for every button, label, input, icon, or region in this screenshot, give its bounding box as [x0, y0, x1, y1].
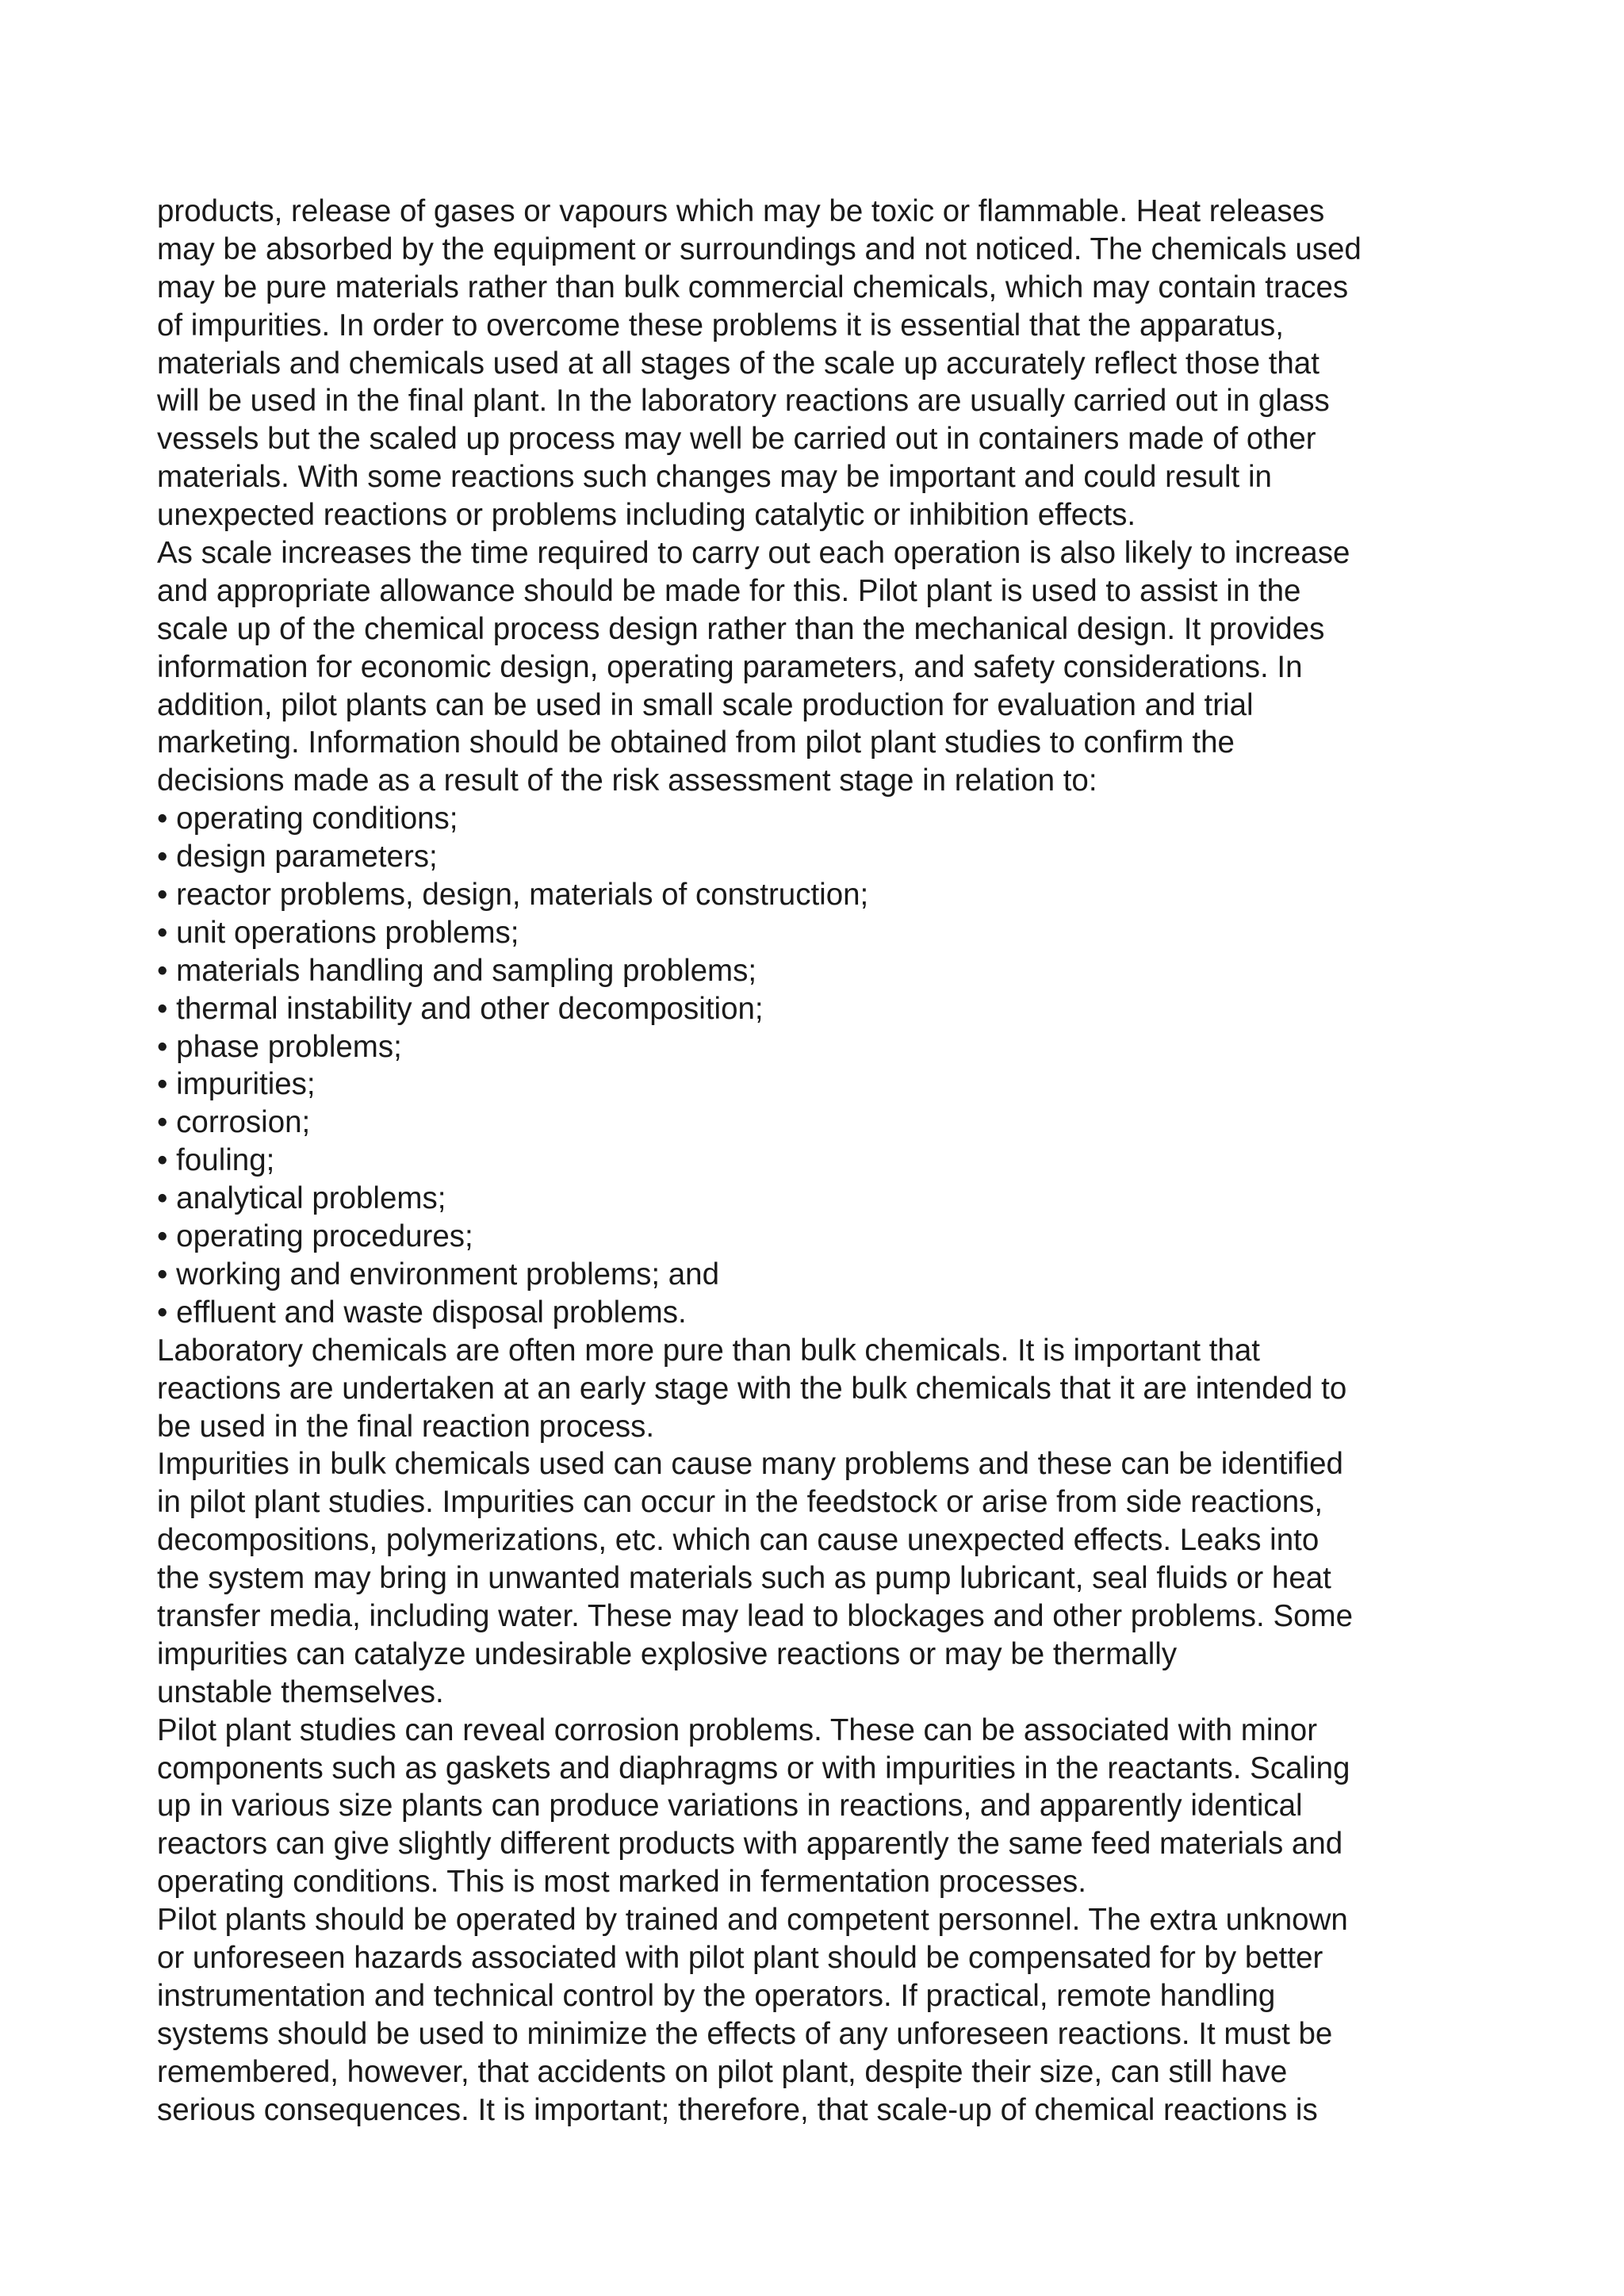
text-line: may be pure materials rather than bulk commercial chemicals, which may contain traces: [157, 270, 1349, 304]
text-line: Pilot plant studies can reveal corrosion problems. These can be associated with minor: [157, 1712, 1318, 1747]
text-line: up in various size plants can produce variations in reactions, and apparently identical: [157, 1789, 1303, 1823]
text-line: decompositions, polymerizations, etc. which can cause unexpected effects. Leaks into: [157, 1523, 1320, 1558]
text-line: of impurities. In order to overcome these problems it is essential that the apparatus,: [157, 308, 1284, 342]
text-line: • effluent and waste disposal problems.: [157, 1295, 687, 1330]
text-line: operating conditions. This is most marked in fermentation processes.: [157, 1865, 1086, 1900]
text-line: addition, pilot plants can be used in small scale production for evaluation and trial: [157, 687, 1254, 722]
text-line: • operating conditions;: [157, 802, 458, 836]
text-line: • analytical problems;: [157, 1181, 446, 1216]
text-line: • thermal instability and other decomposition;: [157, 991, 764, 1026]
text-line: transfer media, including water. These may lead to blockages and other problems. Some: [157, 1598, 1354, 1633]
text-line: information for economic design, operating parameters, and safety considerations. In: [157, 649, 1303, 684]
text-line: • impurities;: [157, 1067, 316, 1102]
text-line: serious consequences. It is important; therefore, that scale-up of chemical reactions is: [157, 2092, 1318, 2127]
text-line: instrumentation and technical control by the operators. If practical, remote handling: [157, 1978, 1276, 2013]
text-line: • reactor problems, design, materials of construction;: [157, 878, 869, 913]
text-line: and appropriate allowance should be made for this. Pilot plant is used to assist in the: [157, 573, 1301, 608]
document-body: [157, 193, 1473, 2129]
text-line: in pilot plant studies. Impurities can occur in the feedstock or arise from side reactions,: [157, 1485, 1323, 1520]
text-line: decisions made as a result of the risk assessment stage in relation to:: [157, 763, 1097, 798]
text-line: unexpected reactions or problems including catalytic or inhibition effects.: [157, 498, 1136, 533]
text-line: • design parameters;: [157, 840, 438, 874]
text-line: unstable themselves.: [157, 1674, 444, 1709]
text-line: marketing. Information should be obtained from pilot plant studies to confirm the: [157, 725, 1235, 760]
text-line: • unit operations problems;: [157, 915, 519, 950]
text-line: products, release of gases or vapours which may be toxic or flammable. Heat releases: [157, 194, 1325, 228]
text-line: • materials handling and sampling problems;: [157, 953, 757, 988]
text-line: materials and chemicals used at all stages of the scale up accurately reflect those that: [157, 346, 1320, 381]
text-line: materials. With some reactions such changes may be important and could result in: [157, 460, 1272, 495]
text-line: the system may bring in unwanted materials such as pump lubricant, seal fluids or heat: [157, 1561, 1331, 1596]
text-line: • phase problems;: [157, 1029, 402, 1064]
text-line: Impurities in bulk chemicals used can cause many problems and these can be identified: [157, 1447, 1343, 1482]
text-line: systems should be used to minimize the effects of any unforeseen reactions. It must be: [157, 2016, 1333, 2051]
text-line: Pilot plants should be operated by trained and competent personnel. The extra unknown: [157, 1903, 1348, 1938]
text-line: • working and environment problems; and: [157, 1257, 719, 1292]
text-line: will be used in the final plant. In the laboratory reactions are usually carried out in glass: [157, 384, 1330, 419]
text-line: vessels but the scaled up process may well be carried out in containers made of other: [157, 422, 1316, 457]
text-line: • operating procedures;: [157, 1219, 473, 1254]
text-line: be used in the final reaction process.: [157, 1409, 655, 1444]
text-line: or unforeseen hazards associated with pilot plant should be compensated for by better: [157, 1940, 1323, 1975]
text-line: remembered, however, that accidents on pilot plant, despite their size, can still have: [157, 2054, 1288, 2089]
text-line: As scale increases the time required to carry out each operation is also likely to increase: [157, 536, 1350, 571]
text-line: components such as gaskets and diaphragms or with impurities in the reactants. Scaling: [157, 1751, 1350, 1785]
text-line: • fouling;: [157, 1143, 275, 1178]
text-line: impurities can catalyze undesirable explosive reactions or may be thermally: [157, 1636, 1178, 1671]
text-line: scale up of the chemical process design rather than the mechanical design. It provides: [157, 611, 1325, 646]
text-line: Laboratory chemicals are often more pure than bulk chemicals. It is important that: [157, 1333, 1260, 1368]
text-line: reactions are undertaken at an early stage with the bulk chemicals that it are intended to: [157, 1371, 1347, 1406]
text-line: reactors can give slightly different products with apparently the same feed materials and: [157, 1827, 1343, 1862]
text-line: • corrosion;: [157, 1105, 311, 1140]
text-line: may be absorbed by the equipment or surroundings and not noticed. The chemicals used: [157, 232, 1362, 266]
